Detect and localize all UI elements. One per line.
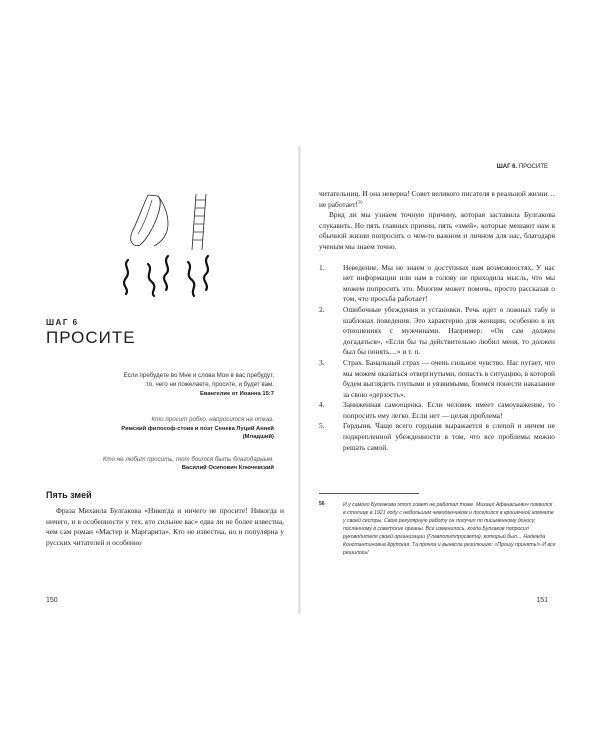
running-head-title: ПРОСИТЕ [518,164,548,170]
right-page [303,150,570,610]
running-head [497,164,548,170]
book-gutter [298,146,301,614]
footnote-text: И у самого Булгакова этот совет не работал тоже. Михаил Афанасьевич появился в столице в 1921 году с небольшим чемоданчиком и поселился в крошечной комнате у своей сестры. Свою регулярную работу он получил по письменному доносу, посланному в советские органы. Все изменилось, когда Булгаков попросил руководителя своей организации (Главполитпросвета), который был… Надежда Константиновна Крупская. Та прочла и вынесла резолюцию: «Прошу принять!» И все решилось! [343,502,556,556]
step-label: ШАГ 6 [46,318,79,327]
list-item-number: 3. [319,357,325,367]
left-page [30,150,296,610]
list-item-number: 5. [319,421,325,431]
epigraph-3 [103,456,274,471]
step-title: ПРОСИТЕ [46,328,136,347]
list-item-text: Гордыня. Чаще всего гордыня выражается в слепой и ничем не подкрепленной убежденности в том, что все проблемы можно решать самой. [343,421,555,452]
epigraph-1 [124,372,274,397]
reasons-list [319,263,555,454]
epigraph-2-source: Римский философ-стоик и поэт Сенека Луций Анней (Младший) [121,426,274,440]
epigraph-1-line-2: то, чего ни пожелаете, просите, и будет вам. [145,380,274,388]
page-number-left: 150 [46,597,58,604]
epigraph-1-source: Евангелие от Иоанна 15:7 [199,391,274,398]
intro-paragraph-1 [319,189,555,210]
praying-hands-ladder-snakes-illustration [108,190,228,300]
list-item-text: Неведение. Мы не знаем о доступных нам возможностях. У нас нет информации или нам в голову не приходила мысль, что мы можем попросить это. Многим может помочь, просто рассказав о том, что просьба работает! [343,262,555,304]
footnote-divider [319,493,419,494]
intro-paragraph-2: Вряд ли мы узнаем точную причину, которая заставила Булгакова слукавить. Но пять главных причин, пять «змей», которые мешают нам в обычной жизни попросить о чем-то важном и личном для нас, благодаря ученым мы знаем точно. [319,210,555,251]
right-body-text [319,189,555,453]
list-item-text: Страх. Банальный страх — очень сильное чувство. Нас пугает, что мы можем оказаться отвергнутыми, попасть в ситуацию, в которой будем выглядеть глупыми и уязвимыми, боимся понести наказание за свою «дерзость». [343,357,555,399]
left-body-text [46,506,284,548]
section-title: Пять змей [46,490,92,500]
list-item [319,263,555,305]
list-item-text: Ошибочные убеждения и установки. Речь идет о ложных табу и шаблонах поведения. Это характерно для женщин, особенно в их отношениях с мужчинами. Например: «Он сам должен догадаться», «Если бы ты действительно любил меня, то должен был бы понять…» и т. п. [343,304,555,357]
running-head-step: ШАГ 6. [496,164,518,170]
footnote-number: 56 [319,501,325,507]
left-body-paragraph: Фраза Михаила Булгакова «Никогда и ничего не просите! Никогда и ничего, и в особенности у тех, кто сильнее вас» едва ли не более известна, чем сам роман «Мастер и Маргарита». Кто не известна, но и популярна у русских читателей и особенно [46,506,284,547]
list-item-number: 1. [319,262,325,272]
list-item-number: 2. [319,304,325,314]
epigraph-3-source: Василий Осипович Ключевский [181,465,274,471]
epigraph-2-line-1: Кто просит робко, напросится на отказ. [151,416,274,423]
list-item [319,305,555,358]
list-item [319,400,555,421]
epigraph-2 [114,416,274,441]
page-number-right: 151 [536,597,548,604]
list-item-text: Заниженная самооценка. Если человек имеет самоуважение, то попросить ему легко. Если нет — целая проблема! [343,400,555,420]
list-item-number: 4. [319,400,325,410]
epigraph-3-line-1: Кто не любит просить, тот боится быть благодарным. [102,456,274,463]
list-item [319,358,555,400]
list-item [319,421,555,453]
intro-paragraph-1-text: читательниц. И она неверна! Совет великого писателя в реальной жизни… не работает! [319,189,555,209]
footnote-ref[interactable]: 56 [358,199,363,205]
epigraph-1-line-1: Если пребудете во Мне и слова Мои в вас пребудут, [123,372,274,379]
